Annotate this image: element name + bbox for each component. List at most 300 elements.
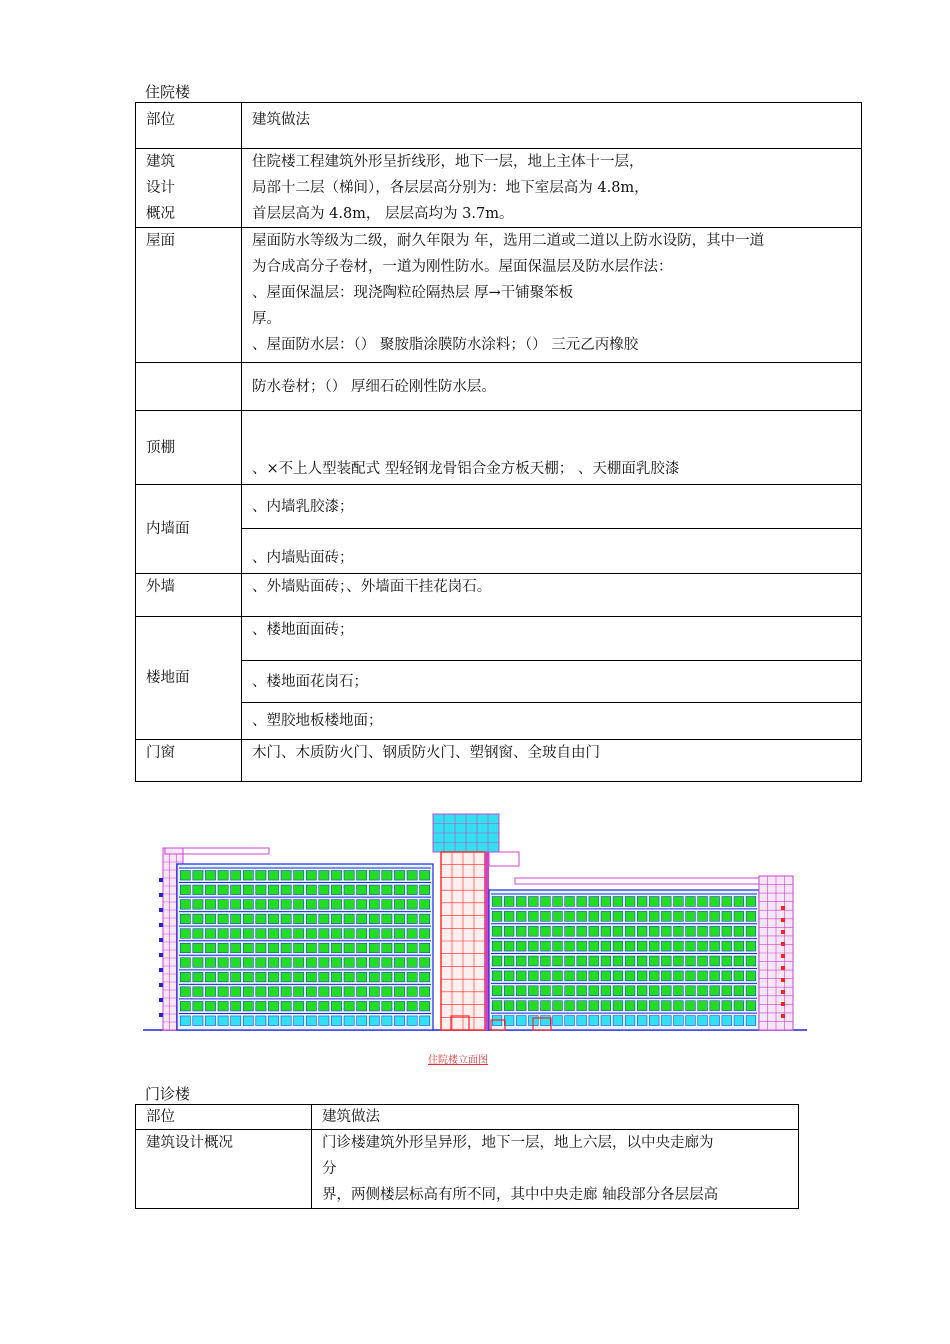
left-block-window	[344, 987, 354, 997]
table-header-row	[136, 103, 862, 149]
right-block-window	[698, 911, 708, 921]
left-block-window	[331, 1001, 341, 1011]
balcony-marker-left	[159, 878, 163, 882]
right-block-window	[698, 941, 708, 951]
left-block-window	[268, 1016, 278, 1026]
right-block-window	[541, 1001, 551, 1011]
right-block-window	[601, 986, 611, 996]
left-block-window	[268, 929, 278, 939]
left-block-window	[268, 871, 278, 881]
right-block-window	[746, 941, 756, 951]
left-block-window	[357, 929, 367, 939]
right-block-window	[649, 897, 659, 907]
left-block-window	[218, 914, 228, 924]
left-block-window	[357, 987, 367, 997]
right-block-window	[516, 971, 526, 981]
op-header-part: 部位	[136, 1105, 312, 1130]
right-block-window	[565, 971, 575, 981]
right-block-window	[625, 926, 635, 936]
ceiling-label: 顶棚	[136, 411, 242, 485]
right-block-window	[516, 911, 526, 921]
balcony-marker-left	[159, 998, 163, 1002]
left-block-window	[193, 1016, 203, 1026]
right-block-window	[734, 986, 744, 996]
left-block-window	[218, 943, 228, 953]
right-block-window	[528, 1001, 538, 1011]
right-block-window	[649, 1016, 659, 1026]
left-block-window	[218, 987, 228, 997]
left-block-window	[344, 929, 354, 939]
left-block-window	[319, 1016, 329, 1026]
left-block-window	[394, 914, 404, 924]
left-block-window	[331, 987, 341, 997]
right-block-window	[722, 911, 732, 921]
right-block-window	[553, 1016, 563, 1026]
left-block-window	[180, 943, 190, 953]
left-block-window	[243, 900, 253, 910]
right-block-window	[637, 941, 647, 951]
left-block-window	[205, 914, 215, 924]
left-block-window	[294, 914, 304, 924]
right-block-window	[674, 1016, 684, 1026]
left-block-window	[180, 987, 190, 997]
right-block-window	[553, 926, 563, 936]
left-block-window	[205, 871, 215, 881]
outer-wall-row	[136, 574, 862, 617]
right-block-window	[613, 941, 623, 951]
right-block-window	[601, 897, 611, 907]
left-block-window	[357, 885, 367, 895]
left-block-window	[357, 1016, 367, 1026]
left-block-window	[256, 987, 266, 997]
right-block-window	[637, 926, 647, 936]
left-block-window	[205, 972, 215, 982]
roof-continued-label	[136, 363, 242, 411]
left-block-window	[231, 929, 241, 939]
doors-text: 木门、木质防火门、钢质防火门、塑钢窗、全玻自由门	[242, 740, 862, 782]
inpatient-elevation-drawing	[135, 808, 815, 1038]
balcony-marker-left	[159, 983, 163, 987]
left-block-window	[268, 987, 278, 997]
balcony-marker-left	[159, 923, 163, 927]
left-block-window	[407, 900, 417, 910]
left-block-window	[281, 1001, 291, 1011]
left-block-window	[243, 871, 253, 881]
right-block-window	[722, 1016, 732, 1026]
right-block-window	[589, 911, 599, 921]
left-block-window	[281, 972, 291, 982]
left-block-window	[256, 958, 266, 968]
right-block-window	[504, 941, 514, 951]
left-block-window	[319, 943, 329, 953]
right-block-window	[674, 986, 684, 996]
balcony-marker-right	[781, 1014, 785, 1018]
left-block-window	[357, 1001, 367, 1011]
right-block-window	[504, 1016, 514, 1026]
right-block-window	[734, 941, 744, 951]
left-block-window	[180, 1001, 190, 1011]
outer-wall-text: 、外墙贴面砖；、外墙面干挂花岗石。	[242, 574, 862, 617]
right-block-window	[565, 986, 575, 996]
op-overview-row	[136, 1130, 799, 1209]
left-block-window	[243, 914, 253, 924]
left-block-window	[331, 914, 341, 924]
right-block-window	[553, 986, 563, 996]
right-block-window	[504, 911, 514, 921]
left-block-window	[394, 900, 404, 910]
right-block-window	[674, 956, 684, 966]
left-block-window	[357, 972, 367, 982]
right-block-window	[541, 971, 551, 981]
roof-row	[136, 228, 862, 363]
right-block-window	[504, 926, 514, 936]
left-block-window	[420, 929, 430, 939]
left-block-window	[256, 972, 266, 982]
right-block-window	[553, 911, 563, 921]
right-block-window	[492, 911, 502, 921]
overview-row	[136, 149, 862, 228]
left-block-window	[231, 943, 241, 953]
doors-row	[136, 740, 862, 782]
left-block-window	[268, 885, 278, 895]
left-block-window	[331, 972, 341, 982]
left-block-window	[382, 871, 392, 881]
balcony-marker-right	[781, 954, 785, 958]
right-block-window	[649, 971, 659, 981]
right-block-window	[661, 926, 671, 936]
right-block-window	[504, 986, 514, 996]
left-block-window	[205, 943, 215, 953]
left-block-window	[205, 885, 215, 895]
right-block-window	[746, 1016, 756, 1026]
left-block-window	[281, 987, 291, 997]
balcony-marker-left	[159, 938, 163, 942]
left-block-window	[394, 987, 404, 997]
header-part: 部位	[136, 103, 242, 149]
right-block-window	[516, 956, 526, 966]
left-block-window	[218, 929, 228, 939]
left-block-window	[319, 972, 329, 982]
right-block-window	[577, 1001, 587, 1011]
right-block-window	[661, 897, 671, 907]
left-block-window	[180, 871, 190, 881]
header-method: 建筑做法	[242, 103, 862, 149]
left-block-window	[281, 1016, 291, 1026]
right-block-window	[674, 971, 684, 981]
left-block-window	[357, 943, 367, 953]
right-block-window	[601, 911, 611, 921]
right-block-window	[589, 956, 599, 966]
right-block-window	[686, 941, 696, 951]
left-block-window	[294, 900, 304, 910]
right-block-window	[504, 897, 514, 907]
left-block-window	[205, 958, 215, 968]
left-block-window	[319, 871, 329, 881]
left-block-window	[294, 958, 304, 968]
left-block-window	[420, 958, 430, 968]
outpatient-spec-table	[135, 1104, 799, 1209]
right-block-window	[674, 897, 684, 907]
right-block-window	[589, 1016, 599, 1026]
left-block-window	[420, 871, 430, 881]
left-block-window	[369, 900, 379, 910]
left-block-window	[382, 885, 392, 895]
right-block-window	[661, 1016, 671, 1026]
balcony-marker-left	[159, 953, 163, 957]
left-block-window	[306, 1016, 316, 1026]
left-block-window	[243, 958, 253, 968]
right-block-window	[601, 956, 611, 966]
left-block-window	[357, 871, 367, 881]
right-block-window	[746, 956, 756, 966]
left-block-window	[268, 1001, 278, 1011]
balcony-marker-right	[781, 942, 785, 946]
left-block-window	[180, 929, 190, 939]
left-block-window	[407, 929, 417, 939]
right-block-window	[674, 941, 684, 951]
left-block-window	[407, 885, 417, 895]
left-block-window	[294, 871, 304, 881]
left-block-window	[231, 900, 241, 910]
left-block-window	[281, 929, 291, 939]
outpatient-title: 门诊楼	[145, 1085, 191, 1103]
right-block-window	[565, 1001, 575, 1011]
left-block-window	[319, 929, 329, 939]
right-block-window	[589, 941, 599, 951]
left-block-window	[394, 871, 404, 881]
left-block-window	[394, 1016, 404, 1026]
left-block-window	[218, 885, 228, 895]
left-block-window	[256, 885, 266, 895]
op-overview-label: 建筑设计概况	[136, 1130, 312, 1209]
right-block-window	[746, 926, 756, 936]
right-block-window	[746, 986, 756, 996]
roof-continued-text: 防水卷材；（） 厚细石砼刚性防水层。	[242, 363, 862, 411]
floor-row-1	[136, 617, 862, 661]
right-block-window	[722, 941, 732, 951]
left-block-window	[407, 958, 417, 968]
right-block-window	[734, 956, 744, 966]
overview-label: 建筑 设计 概况	[136, 149, 242, 228]
floor-item-2: 、楼地面花岗石；	[242, 661, 862, 703]
right-block-window	[541, 986, 551, 996]
left-block-window	[420, 885, 430, 895]
balcony-marker-left	[159, 968, 163, 972]
left-block-window	[231, 885, 241, 895]
left-block-window	[344, 914, 354, 924]
left-block-window	[306, 900, 316, 910]
right-block-window	[589, 926, 599, 936]
inpatient-spec-table	[135, 102, 862, 782]
right-block-window	[746, 911, 756, 921]
left-block-window	[369, 885, 379, 895]
left-block-window	[294, 972, 304, 982]
left-block-window	[193, 885, 203, 895]
right-block-window	[661, 1001, 671, 1011]
left-block-window	[382, 987, 392, 997]
left-block-window	[180, 900, 190, 910]
right-block-window	[528, 986, 538, 996]
left-block-window	[218, 958, 228, 968]
left-block-window	[268, 943, 278, 953]
floor-row-3	[136, 703, 862, 740]
right-parapet-step	[489, 852, 519, 866]
left-block-window	[331, 1016, 341, 1026]
right-block-window	[516, 986, 526, 996]
right-block-window	[565, 941, 575, 951]
left-block-window	[369, 871, 379, 881]
right-block-window	[625, 971, 635, 981]
left-block-window	[382, 972, 392, 982]
right-block-window	[674, 926, 684, 936]
left-block-window	[231, 958, 241, 968]
left-block-window	[218, 1001, 228, 1011]
left-block-window	[205, 987, 215, 997]
balcony-marker-right	[781, 906, 785, 910]
right-block-window	[516, 1001, 526, 1011]
left-block-window	[231, 871, 241, 881]
right-block-window	[577, 956, 587, 966]
right-block-window	[553, 897, 563, 907]
left-block-window	[420, 900, 430, 910]
right-block-window	[698, 926, 708, 936]
floor-label: 楼地面	[136, 617, 242, 740]
right-block-window	[710, 941, 720, 951]
left-block-window	[243, 972, 253, 982]
doors-label: 门窗	[136, 740, 242, 782]
right-block-window	[746, 971, 756, 981]
right-parapet	[515, 878, 759, 884]
right-block-window	[710, 1016, 720, 1026]
left-block-window	[243, 1001, 253, 1011]
right-block-window	[565, 926, 575, 936]
right-block-window	[577, 986, 587, 996]
left-block-window	[256, 871, 266, 881]
right-block-window	[746, 897, 756, 907]
inner-wall-row-2	[136, 529, 862, 574]
left-block-window	[344, 972, 354, 982]
right-block-window	[637, 971, 647, 981]
right-block-window	[565, 1016, 575, 1026]
right-block-window	[710, 926, 720, 936]
left-block-window	[344, 871, 354, 881]
right-block-window	[492, 956, 502, 966]
right-block-window	[674, 911, 684, 921]
right-block-window	[492, 1001, 502, 1011]
left-block-window	[256, 914, 266, 924]
left-block-window	[231, 914, 241, 924]
right-block-window	[553, 941, 563, 951]
left-block-window	[319, 1001, 329, 1011]
right-block-window	[541, 897, 551, 907]
right-block-window	[637, 911, 647, 921]
right-block-window	[589, 1001, 599, 1011]
op-header-row	[136, 1105, 799, 1130]
left-block-window	[294, 1001, 304, 1011]
right-block-window	[577, 911, 587, 921]
left-block-window	[407, 914, 417, 924]
left-block-window	[180, 914, 190, 924]
roof-label: 屋面	[136, 228, 242, 363]
right-block-window	[492, 897, 502, 907]
left-block-window	[319, 885, 329, 895]
right-block-window	[661, 986, 671, 996]
left-block-window	[331, 885, 341, 895]
left-block-window	[281, 958, 291, 968]
right-block-window	[698, 1016, 708, 1026]
ceiling-text: 、×不上人型装配式 型轻钢龙骨铝合金方板天棚； 、天棚面乳胶漆	[242, 411, 862, 485]
left-block-window	[180, 885, 190, 895]
left-block-window	[180, 958, 190, 968]
left-block-window	[382, 900, 392, 910]
right-block-window	[734, 971, 744, 981]
right-block-window	[565, 956, 575, 966]
right-block-window	[686, 897, 696, 907]
left-block-window	[193, 987, 203, 997]
right-block-window	[625, 941, 635, 951]
ceiling-row	[136, 411, 862, 485]
left-block-window	[382, 1016, 392, 1026]
inner-wall-item-1: 、内墙乳胶漆；	[242, 485, 862, 529]
left-block-window	[218, 900, 228, 910]
floor-item-3: 、塑胶地板楼地面；	[242, 703, 862, 740]
right-block-window	[577, 971, 587, 981]
left-block-window	[420, 914, 430, 924]
left-block-window	[281, 900, 291, 910]
right-block-window	[710, 956, 720, 966]
right-block-window	[649, 911, 659, 921]
left-block-window	[394, 958, 404, 968]
left-block-window	[294, 885, 304, 895]
right-block-window	[686, 1016, 696, 1026]
right-block-window	[516, 1016, 526, 1026]
right-block-window	[637, 956, 647, 966]
right-block-window	[577, 926, 587, 936]
right-block-window	[734, 926, 744, 936]
right-block-window	[516, 926, 526, 936]
right-block-window	[637, 897, 647, 907]
left-block-window	[205, 1001, 215, 1011]
roof-continued-row	[136, 363, 862, 411]
left-block-window	[231, 1001, 241, 1011]
balcony-marker-right	[781, 930, 785, 934]
right-block-window	[577, 897, 587, 907]
right-block-window	[686, 986, 696, 996]
right-block-window	[492, 986, 502, 996]
left-block-window	[243, 987, 253, 997]
right-block-window	[686, 1001, 696, 1011]
left-block-window	[193, 900, 203, 910]
left-block-window	[243, 1016, 253, 1026]
left-block-window	[369, 1016, 379, 1026]
left-block-window	[243, 885, 253, 895]
left-block-window	[306, 914, 316, 924]
left-block-window	[256, 943, 266, 953]
left-block-window	[231, 987, 241, 997]
left-block-window	[394, 943, 404, 953]
left-block-window	[193, 871, 203, 881]
right-block-window	[661, 911, 671, 921]
left-block-window	[331, 900, 341, 910]
elevation-caption: 住院楼立面图	[428, 1055, 488, 1066]
right-block-window	[492, 971, 502, 981]
right-block-window	[649, 986, 659, 996]
left-block-window	[394, 1001, 404, 1011]
right-block-window	[698, 897, 708, 907]
left-block-window	[268, 958, 278, 968]
right-block-window	[589, 986, 599, 996]
balcony-marker-right	[781, 1002, 785, 1006]
